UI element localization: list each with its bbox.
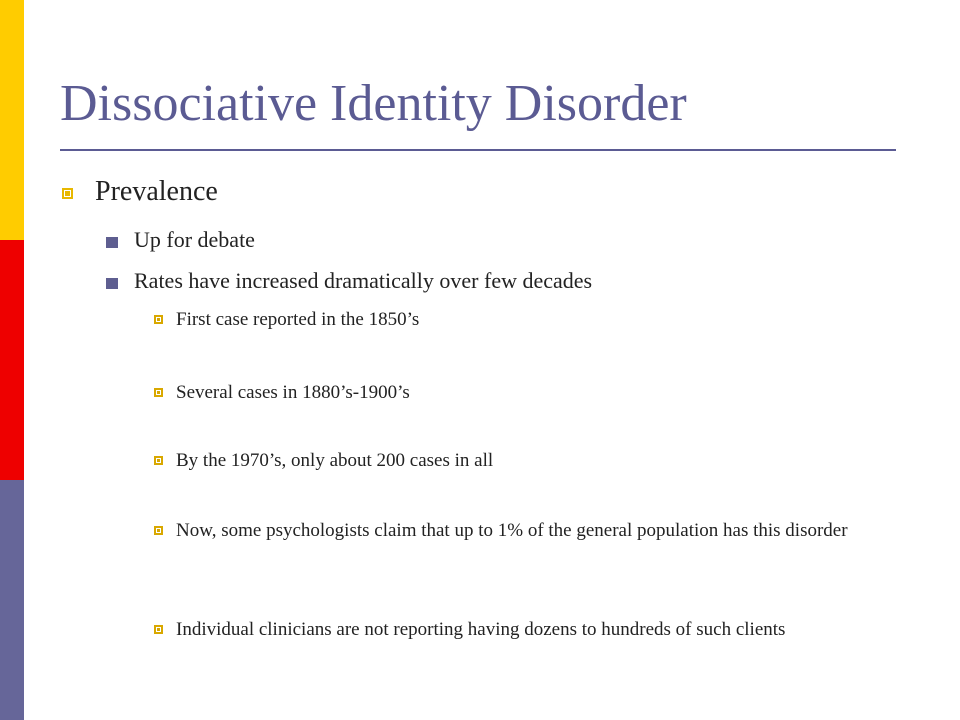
bullet-text: Rates have increased dramatically over few decades xyxy=(134,268,593,293)
sub-bullet-text: Several cases in 1880’s-1900’s xyxy=(176,382,410,403)
bullet-text: Up for debate xyxy=(134,227,255,252)
filled-square-bullet-icon xyxy=(106,278,118,289)
square-bullet-icon xyxy=(62,188,73,199)
title-divider xyxy=(60,149,896,151)
square-bullet-icon xyxy=(154,315,163,324)
square-bullet-icon xyxy=(154,625,163,634)
square-bullet-icon xyxy=(154,526,163,535)
square-bullet-icon xyxy=(154,388,163,397)
sub-bullet-text: Individual clinicians are not reporting having dozens to hundreds of such clients xyxy=(176,619,786,640)
sub-bullet-text: Now, some psychologists claim that up to 1% of the general population has this disorder xyxy=(176,520,848,541)
sub-bullet-text: By the 1970’s, only about 200 cases in all xyxy=(176,450,494,471)
filled-square-bullet-icon xyxy=(106,237,118,248)
square-bullet-icon xyxy=(154,456,163,465)
heading-text: Prevalence xyxy=(95,176,218,207)
decor-bar-red xyxy=(0,240,24,480)
slide-title: Dissociative Identity Disorder xyxy=(60,75,687,132)
sub-bullet-text: First case reported in the 1850’s xyxy=(176,309,420,330)
decor-bar-blue xyxy=(0,480,24,720)
decor-bar-yellow xyxy=(0,0,24,240)
